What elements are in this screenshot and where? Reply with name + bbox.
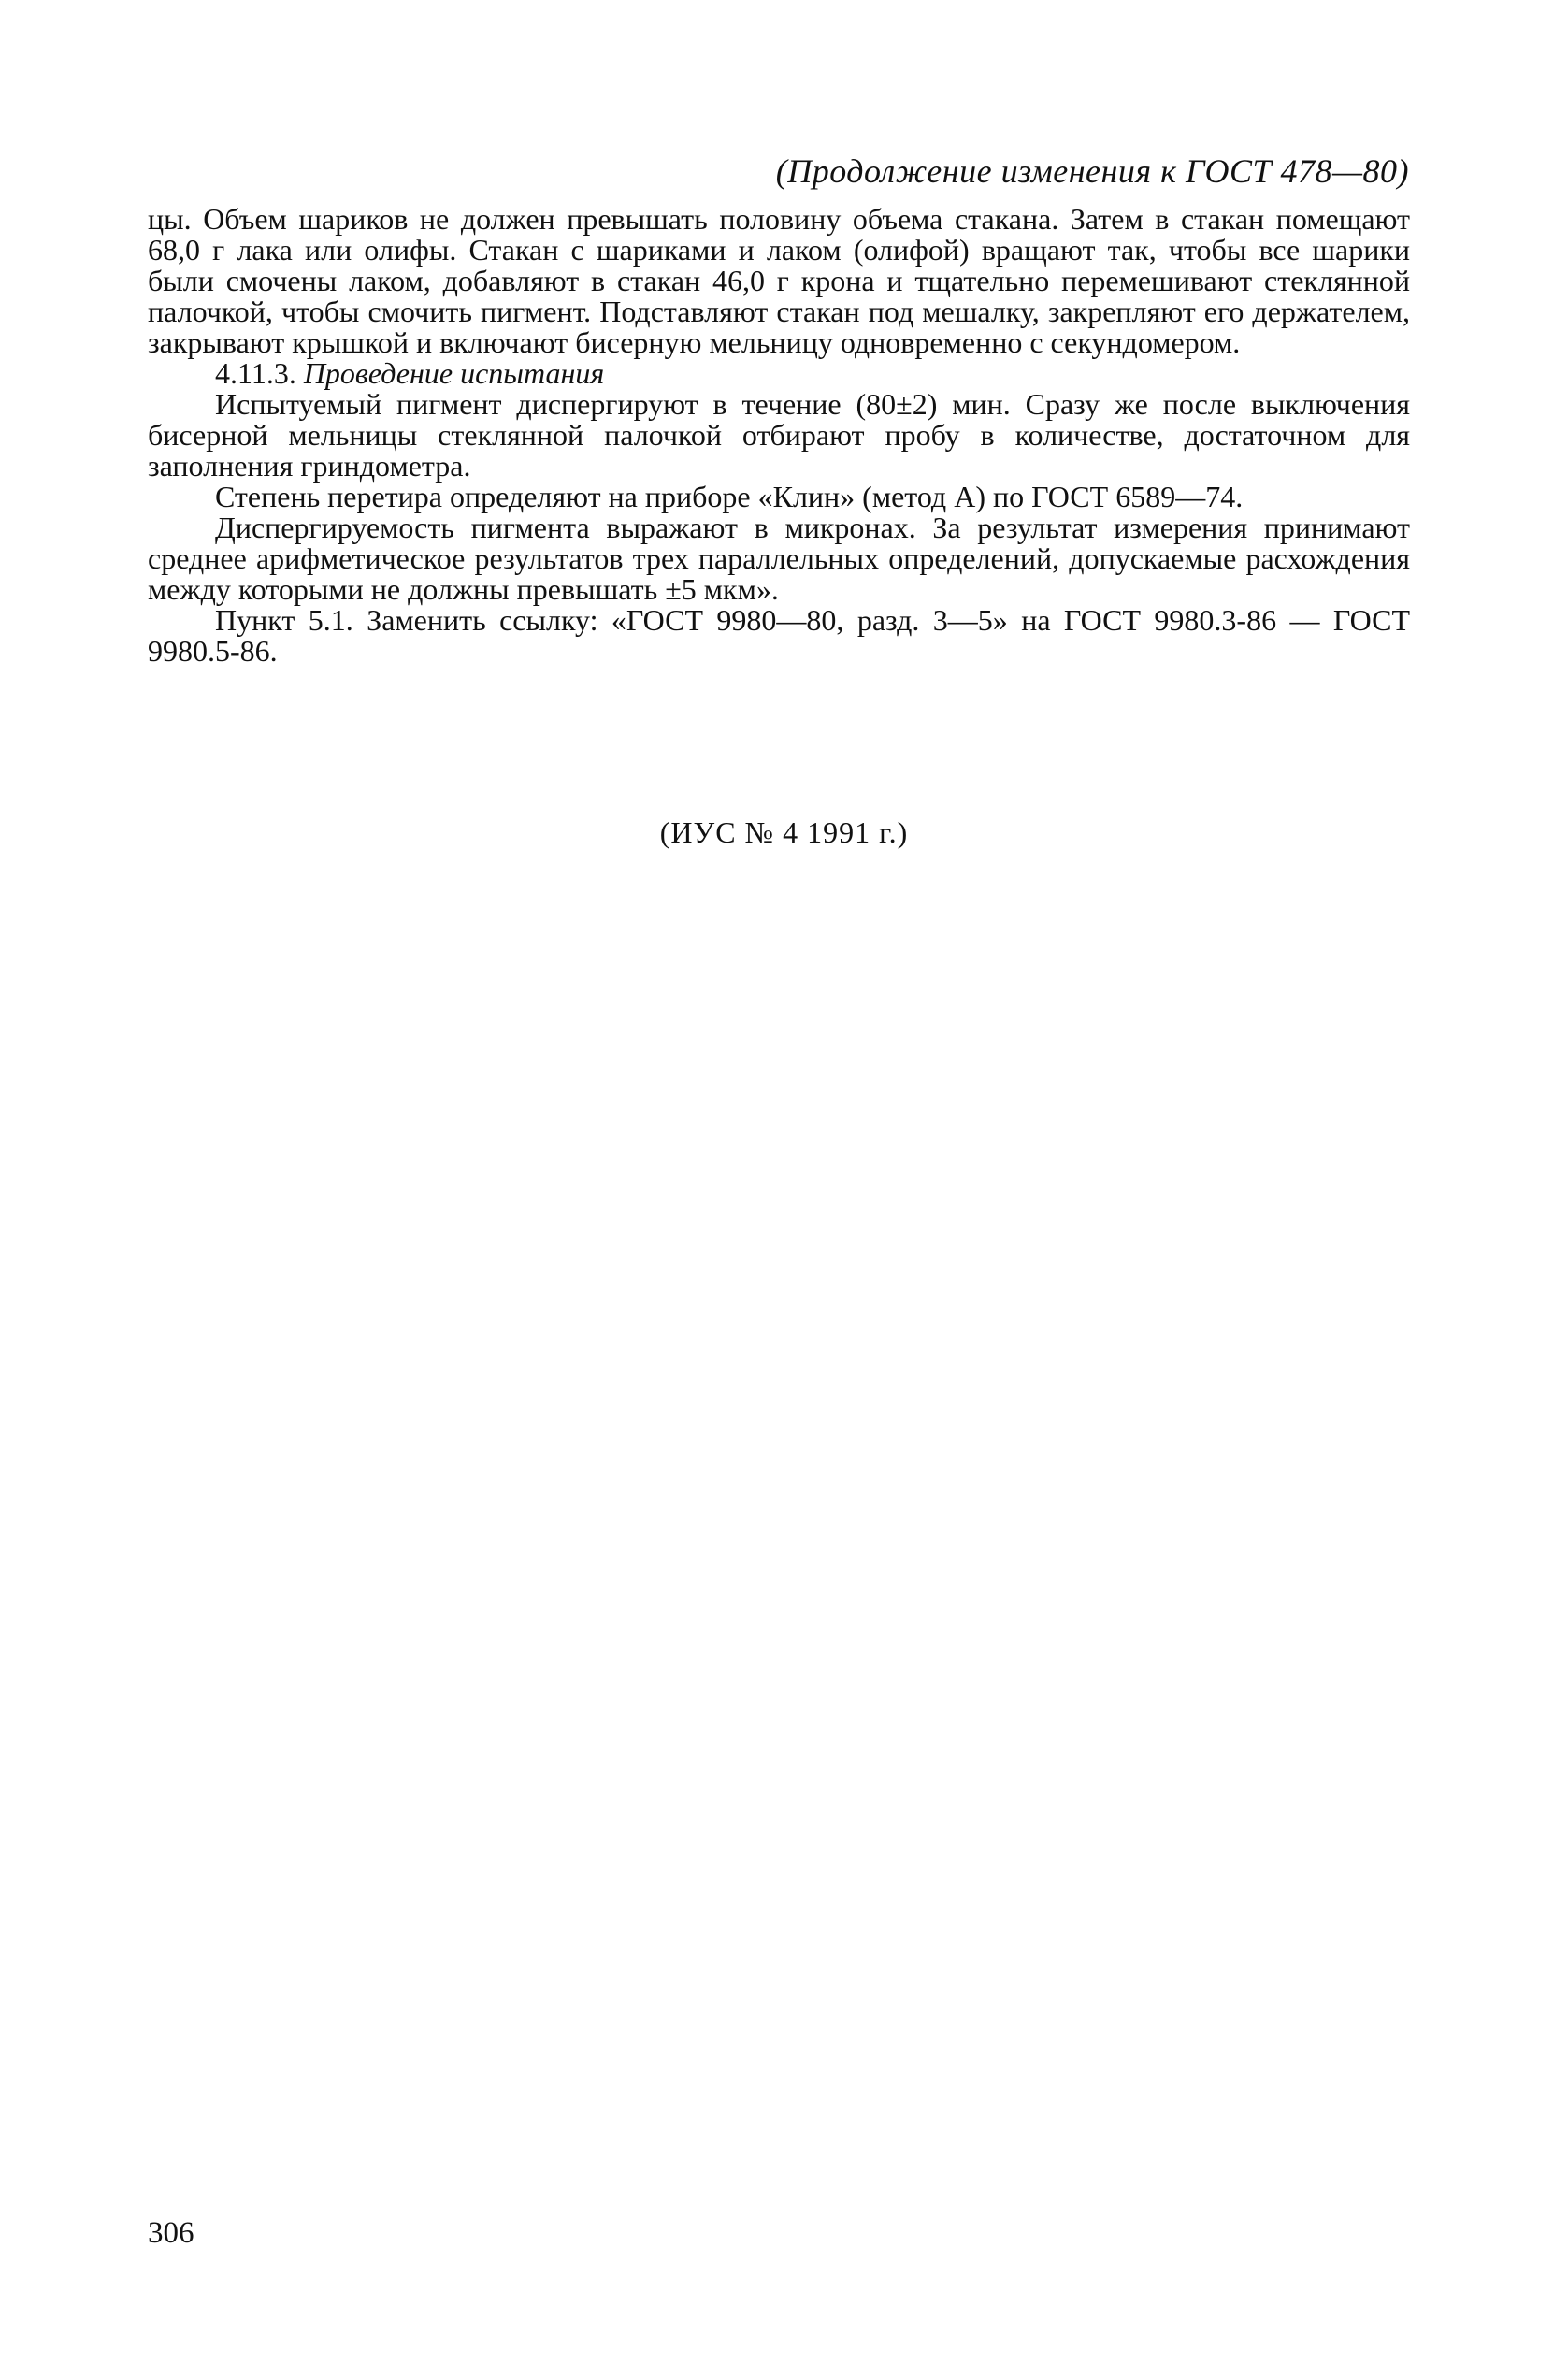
page-number: 306: [148, 2216, 194, 2250]
body-text: [148, 204, 1410, 667]
paragraph-grind-degree: Степень перетира определяют на приборе «Клин» (метод А) по ГОСТ 6589—74.: [215, 480, 1244, 513]
paragraph-continuation: цы. Объем шариков не должен превышать половину объема стакана. Затем в стакан помещают 68,0 г лака или олифы. Стакан с шариками и лаком (олифой) вращают так, чтобы все шарики были смочены лаком, добавляют в стакан 46,0 г крона и тщательно перемешивают стеклянной палочкой, чтобы смочить пигмент. Подставляют стакан под мешалку, закрепляют его держателем, закрывают крышкой и включают бисерную мельницу одновременно с секундомером.: [148, 202, 1410, 359]
paragraph-test-procedure: Испытуемый пигмент диспергируют в течение (80±2) мин. Сразу же после выключения бисерной мельницы стеклянной палочкой отбирают пробу в количестве, достаточном для заполнения гриндометра.: [148, 387, 1410, 483]
section-number: 4.11.3.: [215, 356, 296, 390]
ius-reference: (ИУС № 4 1991 г.): [659, 815, 909, 849]
paragraph-clause-5-1: Пункт 5.1. Заменить ссылку: «ГОСТ 9980—80, разд. 3—5» на ГОСТ 9980.3-86 — ГОСТ 9980.5-86.: [148, 603, 1410, 668]
paragraph-dispersibility: Диспергируемость пигмента выражают в микронах. За результат измерения принимают среднее арифметическое результатов трех параллельных определений, допускаемые расхождения между которыми не должны превышать ±5 мкм».: [148, 511, 1410, 606]
section-title: Проведение испытания: [303, 356, 605, 390]
section-heading: [148, 358, 1410, 389]
running-header: (Продолжение изменения к ГОСТ 478—80): [775, 152, 1409, 190]
